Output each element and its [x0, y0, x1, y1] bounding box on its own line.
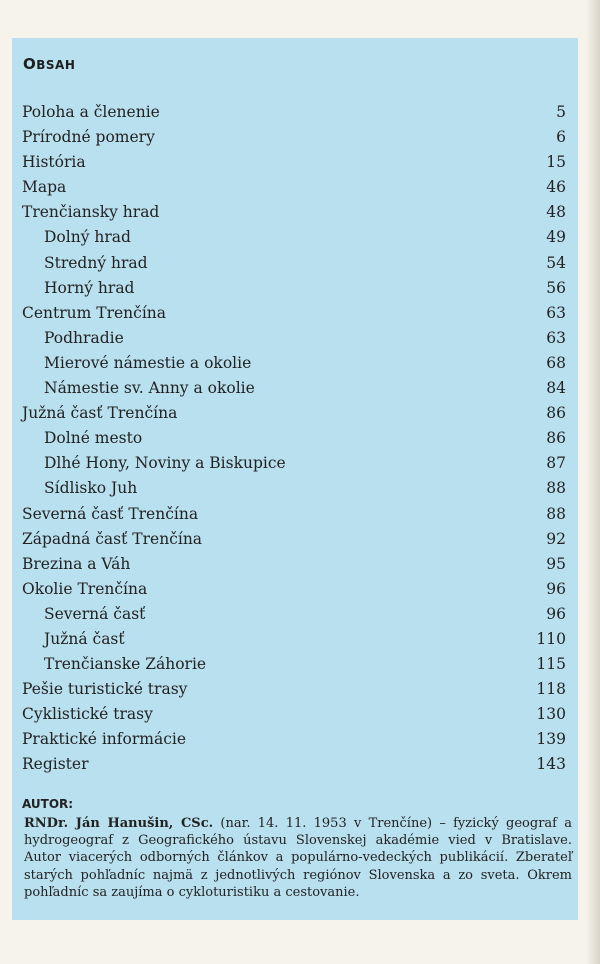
toc-entry-page: 92 [546, 529, 566, 548]
toc-entry-title: Podhradie [44, 328, 124, 347]
toc-entry-title: Stredný hrad [44, 253, 148, 272]
toc-entry[interactable] [12, 100, 578, 125]
toc-subentry[interactable] [12, 276, 578, 301]
toc-entry[interactable] [12, 552, 578, 577]
page-edge-shadow [586, 0, 600, 964]
toc-entry-page: 63 [546, 303, 566, 322]
toc-entry-title: Trenčiansky hrad [22, 203, 160, 222]
toc-subentry[interactable] [12, 376, 578, 401]
toc-entry-title: Horný hrad [44, 278, 135, 297]
toc-entry-page: 88 [546, 479, 566, 498]
toc-entry-title: Poloha a členenie [22, 103, 160, 121]
toc-entry-title: Dolný hrad [44, 228, 131, 247]
toc-heading-rest: BSAH [36, 58, 76, 72]
toc-entry-title: Cyklistické trasy [22, 705, 153, 724]
toc-entry[interactable] [12, 527, 578, 552]
toc-entry-title: Pešie turistické trasy [22, 680, 188, 699]
toc-entry[interactable] [12, 150, 578, 175]
toc-entry-title: Severná časť Trenčína [22, 504, 199, 523]
toc-entry-page: 88 [546, 504, 566, 523]
toc-subentry[interactable] [12, 351, 578, 376]
toc-entry-page: 15 [546, 153, 566, 172]
toc-entry-page: 63 [546, 328, 566, 347]
toc-entry-title: Mierové námestie a okolie [44, 353, 252, 372]
toc-entry-title: Centrum Trenčína [22, 303, 167, 322]
toc-entry-page: 48 [546, 203, 566, 222]
toc-entry[interactable] [12, 125, 578, 150]
toc-entry[interactable] [12, 200, 578, 225]
toc-list [12, 100, 578, 778]
toc-entry[interactable] [12, 301, 578, 326]
toc-entry-page: 49 [546, 228, 566, 247]
toc-entry-page: 68 [546, 353, 566, 372]
toc-entry-title: Južná časť [44, 629, 125, 648]
toc-entry-page: 54 [546, 253, 566, 272]
toc-subentry[interactable] [12, 476, 578, 501]
toc-entry[interactable] [12, 727, 578, 752]
toc-entry-page: 95 [546, 554, 566, 573]
toc-entry-title: Južná časť Trenčína [22, 404, 178, 423]
toc-entry-page: 143 [536, 755, 566, 774]
toc-entry[interactable] [12, 752, 578, 777]
toc-entry[interactable] [12, 175, 578, 200]
toc-entry-page: 139 [536, 730, 566, 749]
toc-entry-title: Prírodné pomery [22, 128, 155, 147]
toc-entry-page: 115 [536, 655, 566, 674]
toc-subentry[interactable] [12, 602, 578, 627]
toc-entry-page: 6 [556, 128, 566, 147]
toc-entry-title: Dolné mesto [44, 429, 143, 448]
toc-entry-title: Námestie sv. Anny a okolie [44, 379, 255, 398]
toc-entry-title: Trenčianske Záhorie [44, 655, 207, 674]
toc-entry-title: Brezina a Váh [22, 554, 131, 573]
toc-subentry[interactable] [12, 225, 578, 250]
toc-entry[interactable] [12, 401, 578, 426]
toc-entry-page: 86 [546, 404, 566, 423]
toc-subentry[interactable] [12, 627, 578, 652]
toc-entry-title: Praktické informácie [22, 730, 186, 749]
toc-entry[interactable] [12, 677, 578, 702]
toc-entry-title: Dlhé Hony, Noviny a Biskupice [44, 454, 286, 473]
toc-entry-page: 56 [546, 278, 566, 297]
toc-subentry[interactable] [12, 326, 578, 351]
author-name: RNDr. Ján Hanušin, CSc. [24, 816, 214, 831]
toc-subentry[interactable] [12, 251, 578, 276]
toc-entry-title: Mapa [22, 178, 67, 197]
author-bio [24, 815, 572, 901]
toc-subentry[interactable] [12, 652, 578, 677]
toc-heading [23, 55, 75, 73]
toc-entry-title: Sídlisko Juh [44, 479, 138, 498]
toc-entry-page: 130 [536, 705, 566, 724]
toc-entry-title: Severná časť [44, 604, 146, 623]
author-label: AUTOR: [22, 797, 74, 811]
toc-entry[interactable] [12, 577, 578, 602]
toc-entry-page: 110 [536, 629, 566, 648]
toc-heading-initial: O [23, 55, 37, 73]
toc-entry-title: Okolie Trenčína [22, 579, 148, 598]
toc-entry-page: 86 [546, 429, 566, 448]
toc-entry-title: Register [22, 755, 89, 774]
toc-entry[interactable] [12, 702, 578, 727]
toc-entry-page: 96 [546, 604, 566, 623]
table-of-contents [12, 38, 578, 920]
author-bio-text: (nar. 14. 11. 1953 v Trenčíne) – fyzický geograf a hydrogeograf z Geografického ústavu Slovenskej akadémie vied v Bratislave. Autor viacerých odborných článkov a populárno-vedeckých publikácií. Zberateľ starých pohľadníc najmä z jednotlivých regiónov Slovenska a zo sveta. Okrem pohľadníc sa zaujíma o cykloturistiku a cestovanie. [24, 816, 572, 900]
toc-entry-page: 84 [546, 379, 566, 398]
toc-entry-page: 118 [536, 680, 566, 699]
toc-subentry[interactable] [12, 426, 578, 451]
toc-entry-title: Západná časť Trenčína [22, 529, 203, 548]
toc-entry[interactable] [12, 502, 578, 527]
toc-entry-page: 46 [546, 178, 566, 197]
toc-entry-title: História [22, 153, 86, 172]
toc-entry-page: 87 [546, 454, 566, 473]
toc-entry-page: 96 [546, 579, 566, 598]
toc-entry-page: 5 [556, 103, 566, 121]
toc-subentry[interactable] [12, 451, 578, 476]
